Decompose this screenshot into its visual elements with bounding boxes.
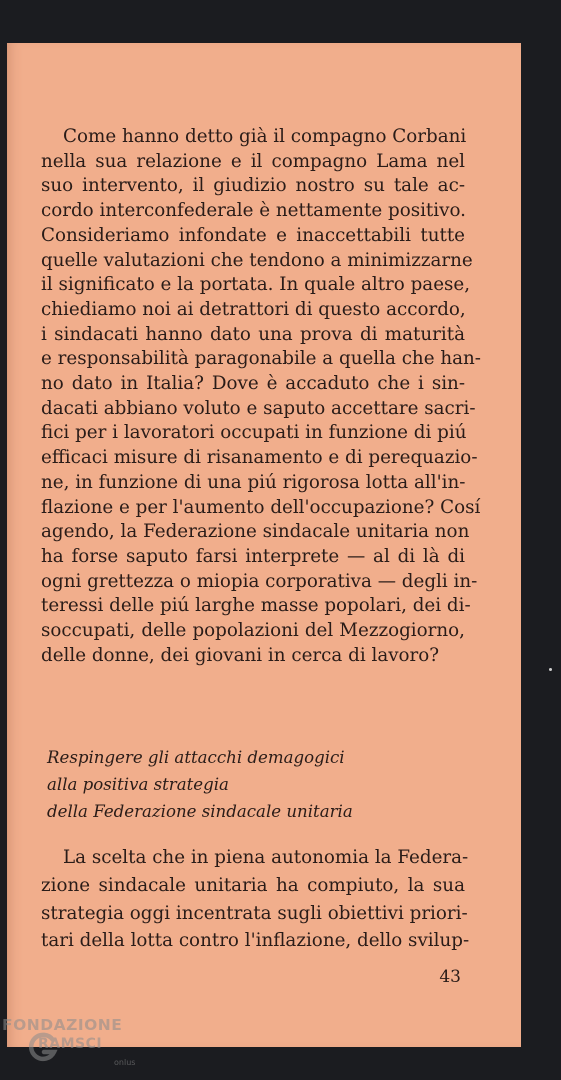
text-line: Come hanno detto già il compagno Corbani: [63, 126, 467, 147]
text-line: teressi delle piú larghe masse popolari, dei di-: [41, 595, 471, 617]
text-line: La scelta che in piena autonomia la Federa-: [63, 847, 469, 868]
page-number: 43: [439, 967, 461, 987]
text-line: delle donne, dei giovani in cerca di lavoro?: [41, 644, 440, 666]
watermark-subtitle: onlus: [114, 1058, 136, 1067]
body-paragraph-2: [41, 844, 470, 955]
section-heading: [47, 744, 353, 825]
watermark-line-1: FONDAZIONE: [2, 1016, 123, 1034]
text-line: Consideriamo infondate e inaccettabili tutte: [41, 224, 465, 246]
text-line: e responsabilità paragonabile a quella che han-: [41, 348, 481, 370]
text-line: soccupati, delle popolazioni del Mezzogiorno,: [41, 620, 465, 642]
text-line: chiediamo noi ai detrattori di questo accordo,: [41, 298, 466, 320]
text-line: flazione e per l'aumento dell'occupazione? Cosí: [41, 496, 481, 518]
text-line: nella sua relazione e il compagno Lama nel: [41, 150, 465, 172]
text-line: il significato e la portata. In quale altro paese,: [41, 274, 471, 296]
book-page: [7, 43, 521, 1047]
heading-line: della Federazione sindacale unitaria: [47, 802, 353, 821]
text-line: ogni grettezza o miopia corporativa — degli in-: [41, 570, 478, 592]
heading-line: Respingere gli attacchi demagogici: [47, 748, 345, 767]
text-line: strategia oggi incentrata sugli obiettivi priori-: [41, 902, 468, 924]
watermark-logo: [2, 1016, 142, 1076]
text-line: tari della lotta contro l'inflazione, dello svilup-: [41, 930, 470, 952]
text-line: quelle valutazioni che tendono a minimizzarne: [41, 249, 473, 271]
text-line: agendo, la Federazione sindacale unitaria non: [41, 521, 470, 543]
text-line: ha forse saputo farsi interprete — al di là di: [41, 545, 465, 567]
text-line: cordo interconfederale è nettamente positivo.: [41, 200, 466, 222]
text-line: ne, in funzione di una piú rigorosa lotta all'in-: [41, 471, 466, 493]
text-line: fici per i lavoratori occupati in funzione di piú: [41, 422, 467, 444]
text-line: i sindacati hanno dato una prova di maturità: [41, 323, 465, 345]
dust-speck: [549, 668, 552, 671]
body-paragraph-1: [41, 125, 481, 668]
text-line: zione sindacale unitaria ha compiuto, la sua: [41, 874, 465, 896]
heading-line: alla positiva strategia: [47, 775, 229, 794]
watermark-line-2: RAMSCI: [38, 1036, 103, 1052]
text-line: no dato in Italia? Dove è accaduto che i sin-: [41, 373, 465, 395]
text-line: efficaci misure di risanamento e di perequazio-: [41, 447, 478, 469]
text-line: dacati abbiano voluto e saputo accettare sacri-: [41, 397, 476, 419]
text-line: suo intervento, il giudizio nostro su tale ac-: [41, 175, 465, 197]
